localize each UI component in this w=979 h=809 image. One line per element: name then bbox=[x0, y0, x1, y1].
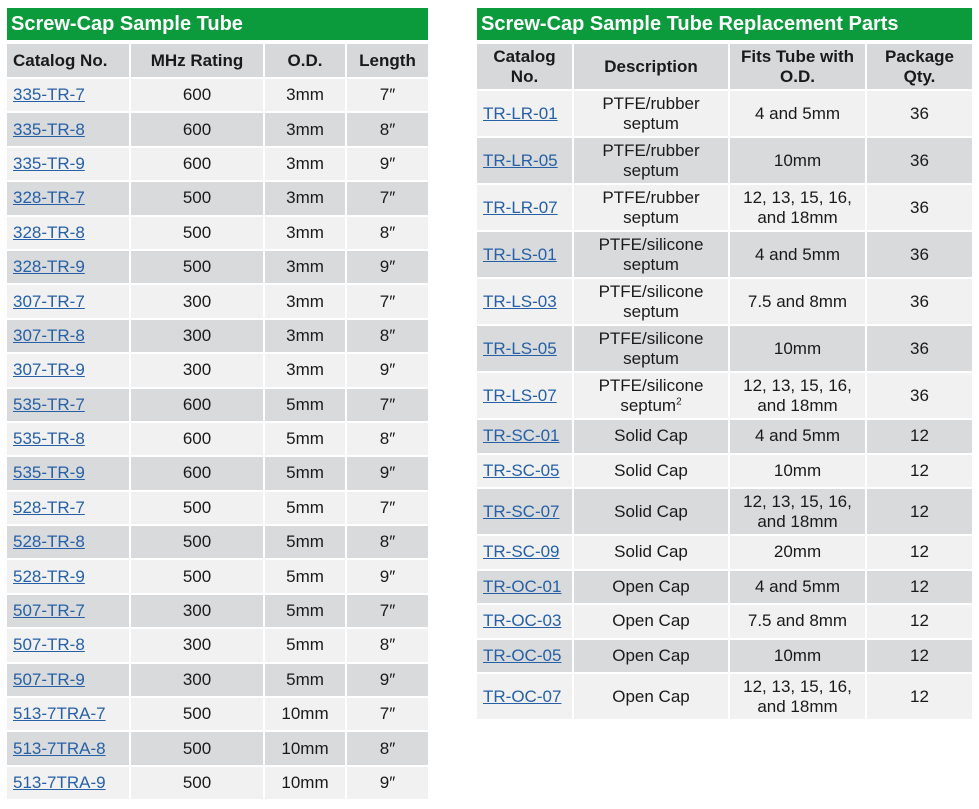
description-cell bbox=[573, 184, 729, 231]
od-cell: 5mm bbox=[264, 422, 346, 456]
fits-od-cell: 10mm bbox=[729, 137, 866, 184]
catalog-link[interactable]: 535-TR-8 bbox=[13, 429, 85, 449]
description-cell bbox=[573, 535, 729, 570]
description-cell bbox=[573, 419, 729, 454]
catalog-cell bbox=[7, 766, 130, 800]
catalog-link[interactable]: 307-TR-7 bbox=[13, 291, 85, 311]
package-qty-cell: 12 bbox=[866, 419, 972, 454]
catalog-cell bbox=[477, 184, 573, 231]
table-row bbox=[477, 454, 972, 489]
mhz-cell: 600 bbox=[130, 422, 264, 456]
table-row bbox=[7, 491, 428, 525]
table-row bbox=[7, 525, 428, 559]
catalog-cell bbox=[7, 216, 130, 250]
catalog-cell bbox=[477, 639, 573, 674]
package-qty-cell: 12 bbox=[866, 673, 972, 720]
length-cell: 7″ bbox=[346, 697, 428, 731]
table-header-row bbox=[477, 44, 972, 90]
fits-od-cell: 4 and 5mm bbox=[729, 90, 866, 137]
catalog-cell bbox=[477, 488, 573, 535]
mhz-cell: 500 bbox=[130, 731, 264, 765]
catalog-link[interactable]: 535-TR-9 bbox=[13, 463, 85, 483]
length-cell: 7″ bbox=[346, 284, 428, 318]
table-row bbox=[477, 90, 972, 137]
catalog-link[interactable]: TR-SC-09 bbox=[483, 542, 560, 562]
catalog-link[interactable]: 507-TR-9 bbox=[13, 669, 85, 689]
length-cell: 9″ bbox=[346, 456, 428, 490]
table-row bbox=[7, 663, 428, 697]
catalog-link[interactable]: 513-7TRA-8 bbox=[13, 738, 106, 758]
table-row bbox=[7, 422, 428, 456]
catalog-link[interactable]: 307-TR-8 bbox=[13, 325, 85, 345]
catalog-cell bbox=[7, 594, 130, 628]
mhz-cell: 500 bbox=[130, 697, 264, 731]
description-text: Solid Cap bbox=[614, 501, 688, 521]
package-qty-cell: 12 bbox=[866, 570, 972, 605]
catalog-link[interactable]: 535-TR-7 bbox=[13, 394, 85, 414]
od-cell: 5mm bbox=[264, 525, 346, 559]
catalog-cell bbox=[477, 570, 573, 605]
sample-tube-table bbox=[7, 44, 428, 801]
description-cell bbox=[573, 231, 729, 278]
od-cell: 5mm bbox=[264, 594, 346, 628]
package-qty-cell: 36 bbox=[866, 184, 972, 231]
header-fits-tube-od: Fits Tube with O.D. bbox=[729, 44, 866, 90]
table-row bbox=[7, 731, 428, 765]
footnote-marker: 2 bbox=[676, 395, 682, 407]
od-cell: 10mm bbox=[264, 697, 346, 731]
catalog-cell bbox=[7, 112, 130, 146]
table-row bbox=[7, 388, 428, 422]
catalog-cell bbox=[477, 604, 573, 639]
catalog-link[interactable]: 307-TR-9 bbox=[13, 360, 85, 380]
table-row bbox=[477, 184, 972, 231]
table-row bbox=[477, 673, 972, 720]
table-row bbox=[7, 628, 428, 662]
od-cell: 3mm bbox=[264, 147, 346, 181]
description-text: Open Cap bbox=[612, 611, 690, 631]
table-row bbox=[477, 419, 972, 454]
od-cell: 3mm bbox=[264, 112, 346, 146]
description-cell bbox=[573, 673, 729, 720]
header-catalog-no: Catalog No. bbox=[7, 44, 130, 78]
length-cell: 9″ bbox=[346, 147, 428, 181]
length-cell: 7″ bbox=[346, 594, 428, 628]
catalog-cell bbox=[7, 525, 130, 559]
fits-od-cell: 4 and 5mm bbox=[729, 570, 866, 605]
table-row bbox=[7, 559, 428, 593]
table-row bbox=[7, 181, 428, 215]
catalog-cell bbox=[477, 372, 573, 419]
fits-od-cell: 12, 13, 15, 16, and 18mm bbox=[729, 673, 866, 720]
od-cell: 3mm bbox=[264, 216, 346, 250]
table-row bbox=[7, 594, 428, 628]
package-qty-cell: 36 bbox=[866, 231, 972, 278]
od-cell: 5mm bbox=[264, 491, 346, 525]
catalog-link[interactable]: 328-TR-8 bbox=[13, 222, 85, 242]
length-cell: 8″ bbox=[346, 422, 428, 456]
length-cell: 7″ bbox=[346, 78, 428, 112]
catalog-cell bbox=[7, 353, 130, 387]
catalog-cell bbox=[7, 697, 130, 731]
mhz-cell: 300 bbox=[130, 594, 264, 628]
table-row bbox=[7, 147, 428, 181]
description-cell bbox=[573, 570, 729, 605]
catalog-cell bbox=[477, 325, 573, 372]
length-cell: 8″ bbox=[346, 216, 428, 250]
description-text: Solid Cap bbox=[614, 426, 688, 446]
mhz-cell: 300 bbox=[130, 628, 264, 662]
mhz-cell: 500 bbox=[130, 766, 264, 800]
header-description: Description bbox=[573, 44, 729, 90]
mhz-cell: 500 bbox=[130, 181, 264, 215]
catalog-cell bbox=[477, 137, 573, 184]
catalog-link[interactable]: TR-OC-07 bbox=[483, 686, 562, 706]
length-cell: 8″ bbox=[346, 112, 428, 146]
catalog-link[interactable]: TR-LS-05 bbox=[483, 338, 557, 358]
table-row bbox=[7, 284, 428, 318]
catalog-cell bbox=[7, 319, 130, 353]
mhz-cell: 500 bbox=[130, 525, 264, 559]
catalog-cell bbox=[477, 90, 573, 137]
description-text: PTFE/silicone septum bbox=[598, 234, 704, 274]
table-row bbox=[477, 137, 972, 184]
mhz-cell: 500 bbox=[130, 559, 264, 593]
length-cell: 9″ bbox=[346, 559, 428, 593]
mhz-cell: 600 bbox=[130, 78, 264, 112]
table-row bbox=[477, 325, 972, 372]
table-row bbox=[7, 319, 428, 353]
catalog-cell bbox=[7, 250, 130, 284]
length-cell: 8″ bbox=[346, 731, 428, 765]
description-text: Open Cap bbox=[612, 645, 690, 665]
package-qty-cell: 36 bbox=[866, 325, 972, 372]
od-cell: 3mm bbox=[264, 250, 346, 284]
header-length: Length bbox=[346, 44, 428, 78]
description-text: Solid Cap bbox=[614, 542, 688, 562]
length-cell: 7″ bbox=[346, 491, 428, 525]
catalog-link[interactable]: 507-TR-7 bbox=[13, 601, 85, 621]
catalog-link[interactable]: TR-LS-01 bbox=[483, 244, 557, 264]
catalog-cell bbox=[7, 78, 130, 112]
description-cell bbox=[573, 372, 729, 419]
fits-od-cell: 12, 13, 15, 16, and 18mm bbox=[729, 372, 866, 419]
catalog-link[interactable]: TR-OC-01 bbox=[483, 576, 562, 596]
table-row bbox=[477, 372, 972, 419]
catalog-cell bbox=[477, 673, 573, 720]
mhz-cell: 300 bbox=[130, 353, 264, 387]
catalog-cell bbox=[477, 454, 573, 489]
catalog-link[interactable]: 513-7TRA-7 bbox=[13, 704, 106, 724]
catalog-link[interactable]: TR-OC-05 bbox=[483, 645, 562, 665]
length-cell: 9″ bbox=[346, 250, 428, 284]
table-row bbox=[7, 78, 428, 112]
catalog-cell bbox=[7, 388, 130, 422]
od-cell: 3mm bbox=[264, 319, 346, 353]
od-cell: 10mm bbox=[264, 766, 346, 800]
description-text: PTFE/silicone septum bbox=[598, 375, 704, 415]
description-cell bbox=[573, 454, 729, 489]
package-qty-cell: 12 bbox=[866, 488, 972, 535]
description-cell bbox=[573, 137, 729, 184]
fits-od-cell: 12, 13, 15, 16, and 18mm bbox=[729, 488, 866, 535]
header-od: O.D. bbox=[264, 44, 346, 78]
mhz-cell: 300 bbox=[130, 284, 264, 318]
catalog-link[interactable]: 328-TR-7 bbox=[13, 188, 85, 208]
od-cell: 5mm bbox=[264, 628, 346, 662]
mhz-cell: 500 bbox=[130, 491, 264, 525]
header-catalog-no: Catalog No. bbox=[477, 44, 573, 90]
description-cell bbox=[573, 604, 729, 639]
description-text: PTFE/silicone septum bbox=[598, 281, 704, 321]
description-text: Open Cap bbox=[612, 686, 690, 706]
catalog-cell bbox=[477, 419, 573, 454]
table-row bbox=[477, 570, 972, 605]
description-text: Solid Cap bbox=[614, 460, 688, 480]
catalog-link[interactable]: 528-TR-8 bbox=[13, 532, 85, 552]
table-row bbox=[477, 278, 972, 325]
catalog-link[interactable]: 335-TR-9 bbox=[13, 153, 85, 173]
od-cell: 3mm bbox=[264, 353, 346, 387]
package-qty-cell: 36 bbox=[866, 372, 972, 419]
catalog-link[interactable]: 335-TR-8 bbox=[13, 119, 85, 139]
mhz-cell: 600 bbox=[130, 388, 264, 422]
table-row bbox=[477, 231, 972, 278]
catalog-cell bbox=[7, 456, 130, 490]
od-cell: 5mm bbox=[264, 388, 346, 422]
od-cell: 3mm bbox=[264, 181, 346, 215]
catalog-cell bbox=[7, 663, 130, 697]
catalog-cell bbox=[477, 278, 573, 325]
catalog-link[interactable]: 328-TR-9 bbox=[13, 257, 85, 277]
mhz-cell: 300 bbox=[130, 319, 264, 353]
table-row bbox=[7, 766, 428, 800]
catalog-link[interactable]: TR-LS-03 bbox=[483, 291, 557, 311]
fits-od-cell: 7.5 and 8mm bbox=[729, 278, 866, 325]
header-package-qty: Package Qty. bbox=[866, 44, 972, 90]
package-qty-cell: 36 bbox=[866, 278, 972, 325]
description-cell bbox=[573, 488, 729, 535]
mhz-cell: 600 bbox=[130, 112, 264, 146]
catalog-cell bbox=[7, 181, 130, 215]
table-row bbox=[7, 697, 428, 731]
table-row bbox=[477, 604, 972, 639]
catalog-cell bbox=[7, 284, 130, 318]
length-cell: 8″ bbox=[346, 319, 428, 353]
catalog-link[interactable]: 528-TR-7 bbox=[13, 497, 85, 517]
od-cell: 5mm bbox=[264, 663, 346, 697]
table-row bbox=[7, 353, 428, 387]
fits-od-cell: 20mm bbox=[729, 535, 866, 570]
mhz-cell: 600 bbox=[130, 147, 264, 181]
package-qty-cell: 36 bbox=[866, 90, 972, 137]
catalog-cell bbox=[7, 422, 130, 456]
description-cell bbox=[573, 278, 729, 325]
table-row bbox=[7, 250, 428, 284]
catalog-cell bbox=[7, 559, 130, 593]
catalog-link[interactable]: TR-LR-05 bbox=[483, 150, 558, 170]
length-cell: 9″ bbox=[346, 663, 428, 697]
fits-od-cell: 4 and 5mm bbox=[729, 419, 866, 454]
package-qty-cell: 12 bbox=[866, 604, 972, 639]
mhz-cell: 300 bbox=[130, 663, 264, 697]
description-cell bbox=[573, 90, 729, 137]
catalog-link[interactable]: 513-7TRA-9 bbox=[13, 773, 106, 792]
catalog-link[interactable]: 507-TR-8 bbox=[13, 635, 85, 655]
catalog-link[interactable]: TR-LR-07 bbox=[483, 197, 558, 217]
description-cell bbox=[573, 325, 729, 372]
table-header-row bbox=[7, 44, 428, 78]
fits-od-cell: 12, 13, 15, 16, and 18mm bbox=[729, 184, 866, 231]
package-qty-cell: 12 bbox=[866, 535, 972, 570]
catalog-link[interactable]: 335-TR-7 bbox=[13, 85, 85, 105]
length-cell: 7″ bbox=[346, 388, 428, 422]
catalog-link[interactable]: TR-SC-05 bbox=[483, 460, 560, 480]
fits-od-cell: 4 and 5mm bbox=[729, 231, 866, 278]
catalog-cell bbox=[477, 535, 573, 570]
catalog-cell bbox=[7, 628, 130, 662]
catalog-cell bbox=[7, 147, 130, 181]
description-text: PTFE/silicone septum bbox=[598, 328, 704, 368]
header-mhz-rating: MHz Rating bbox=[130, 44, 264, 78]
package-qty-cell: 12 bbox=[866, 454, 972, 489]
catalog-link[interactable]: TR-SC-07 bbox=[483, 501, 560, 521]
table-row bbox=[7, 216, 428, 250]
table-row bbox=[477, 639, 972, 674]
length-cell: 8″ bbox=[346, 525, 428, 559]
catalog-cell bbox=[7, 731, 130, 765]
package-qty-cell: 12 bbox=[866, 639, 972, 674]
fits-od-cell: 10mm bbox=[729, 325, 866, 372]
od-cell: 3mm bbox=[264, 78, 346, 112]
od-cell: 3mm bbox=[264, 284, 346, 318]
fits-od-cell: 10mm bbox=[729, 454, 866, 489]
sample-tube-panel bbox=[7, 8, 428, 801]
replacement-parts-title: Screw-Cap Sample Tube Replacement Parts bbox=[477, 8, 972, 40]
table-row bbox=[7, 112, 428, 146]
description-text: PTFE/rubber septum bbox=[602, 140, 700, 180]
length-cell: 9″ bbox=[346, 353, 428, 387]
length-cell: 8″ bbox=[346, 628, 428, 662]
sample-tube-title: Screw-Cap Sample Tube bbox=[7, 8, 428, 40]
od-cell: 5mm bbox=[264, 456, 346, 490]
description-text: PTFE/rubber septum bbox=[602, 93, 700, 133]
catalog-link[interactable]: TR-SC-01 bbox=[483, 426, 560, 446]
fits-od-cell: 7.5 and 8mm bbox=[729, 604, 866, 639]
mhz-cell: 500 bbox=[130, 250, 264, 284]
package-qty-cell: 36 bbox=[866, 137, 972, 184]
catalog-link[interactable]: TR-LR-01 bbox=[483, 103, 558, 123]
mhz-cell: 500 bbox=[130, 216, 264, 250]
table-row bbox=[477, 488, 972, 535]
length-cell: 9″ bbox=[346, 766, 428, 800]
catalog-link[interactable]: TR-LS-07 bbox=[483, 385, 557, 405]
fits-od-cell: 10mm bbox=[729, 639, 866, 674]
description-text: PTFE/rubber septum bbox=[602, 187, 700, 227]
catalog-link[interactable]: 528-TR-9 bbox=[13, 566, 85, 586]
replacement-parts-panel bbox=[477, 8, 972, 721]
length-cell: 7″ bbox=[346, 181, 428, 215]
table-row bbox=[7, 456, 428, 490]
catalog-cell bbox=[7, 491, 130, 525]
catalog-cell bbox=[477, 231, 573, 278]
replacement-parts-table bbox=[477, 44, 972, 721]
od-cell: 5mm bbox=[264, 559, 346, 593]
od-cell: 10mm bbox=[264, 731, 346, 765]
table-row bbox=[477, 535, 972, 570]
description-text: Open Cap bbox=[612, 576, 690, 596]
description-cell bbox=[573, 639, 729, 674]
mhz-cell: 600 bbox=[130, 456, 264, 490]
catalog-link[interactable]: TR-OC-03 bbox=[483, 611, 562, 631]
